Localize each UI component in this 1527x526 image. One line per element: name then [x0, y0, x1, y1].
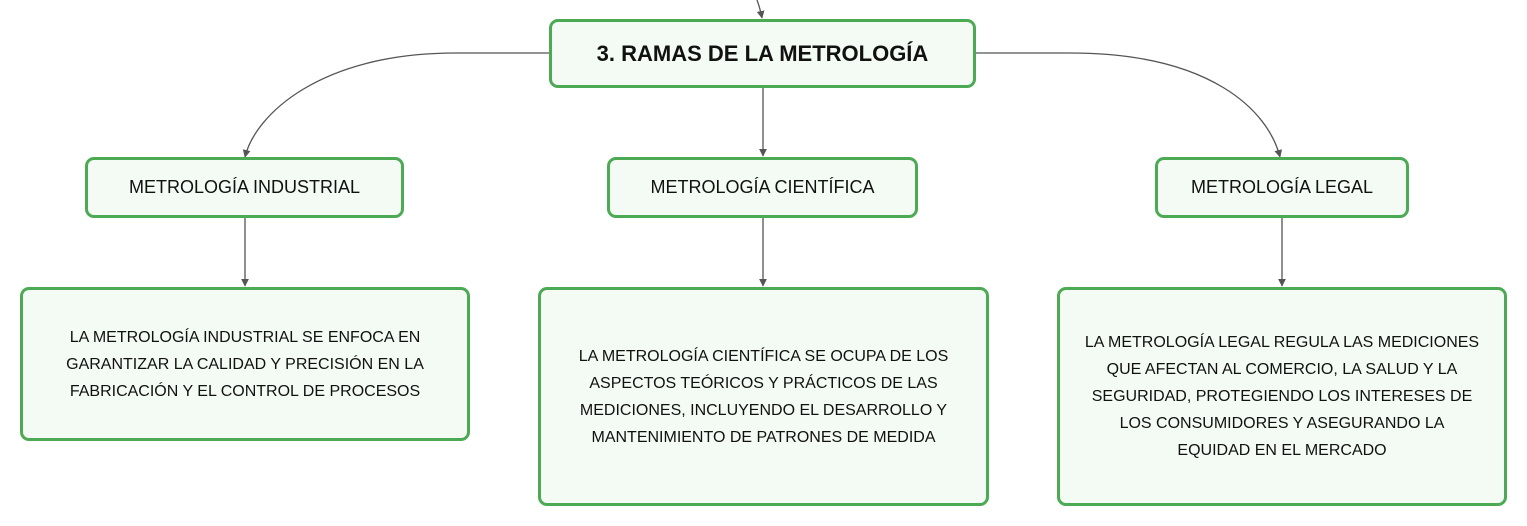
branch-node-industrial[interactable]: [85, 157, 404, 218]
description-node-cientifica[interactable]: [538, 287, 989, 506]
description-legal-text: LA METROLOGÍA LEGAL REGULA LAS MEDICIONES QUE AFECTAN AL COMERCIO, LA SALUD Y LA SEGURIDAD, PROTEGIENDO LOS INTERESES DE LOS CONSUMIDORES Y ASEGURANDO LA EQUIDAD EN EL MERCADO: [1084, 334, 1480, 459]
root-node[interactable]: [549, 19, 976, 88]
description-node-legal[interactable]: [1057, 287, 1507, 506]
description-node-industrial[interactable]: [20, 287, 470, 441]
branch-node-cientifica[interactable]: [607, 157, 918, 218]
connector-parent-to-root: [757, 0, 762, 18]
branch-node-legal-label: METROLOGÍA LEGAL: [1190, 177, 1374, 197]
description-cientifica-text: LA METROLOGÍA CIENTÍFICA SE OCUPA DE LOS ASPECTOS TEÓRICOS Y PRÁCTICOS DE LAS MEDICIONES, INCLUYENDO EL DESARROLLO Y MANTENIMIENTO DE PATRONES DE MEDIDA: [578, 347, 949, 446]
description-industrial-text: LA METROLOGÍA INDUSTRIAL SE ENFOCA EN GARANTIZAR LA CALIDAD Y PRECISIÓN EN LA FABRICACIÓN Y EL CONTROL DE PROCESOS: [66, 328, 424, 400]
branch-node-legal[interactable]: [1155, 157, 1409, 218]
connector-root-to-legal: [976, 53, 1280, 157]
branch-node-cientifica-label: METROLOGÍA CIENTÍFICA: [650, 177, 875, 197]
root-node-label: 3. RAMAS DE LA METROLOGÍA: [596, 40, 929, 66]
connector-root-to-industrial: [245, 53, 549, 157]
branch-node-industrial-label: METROLOGÍA INDUSTRIAL: [128, 177, 361, 197]
